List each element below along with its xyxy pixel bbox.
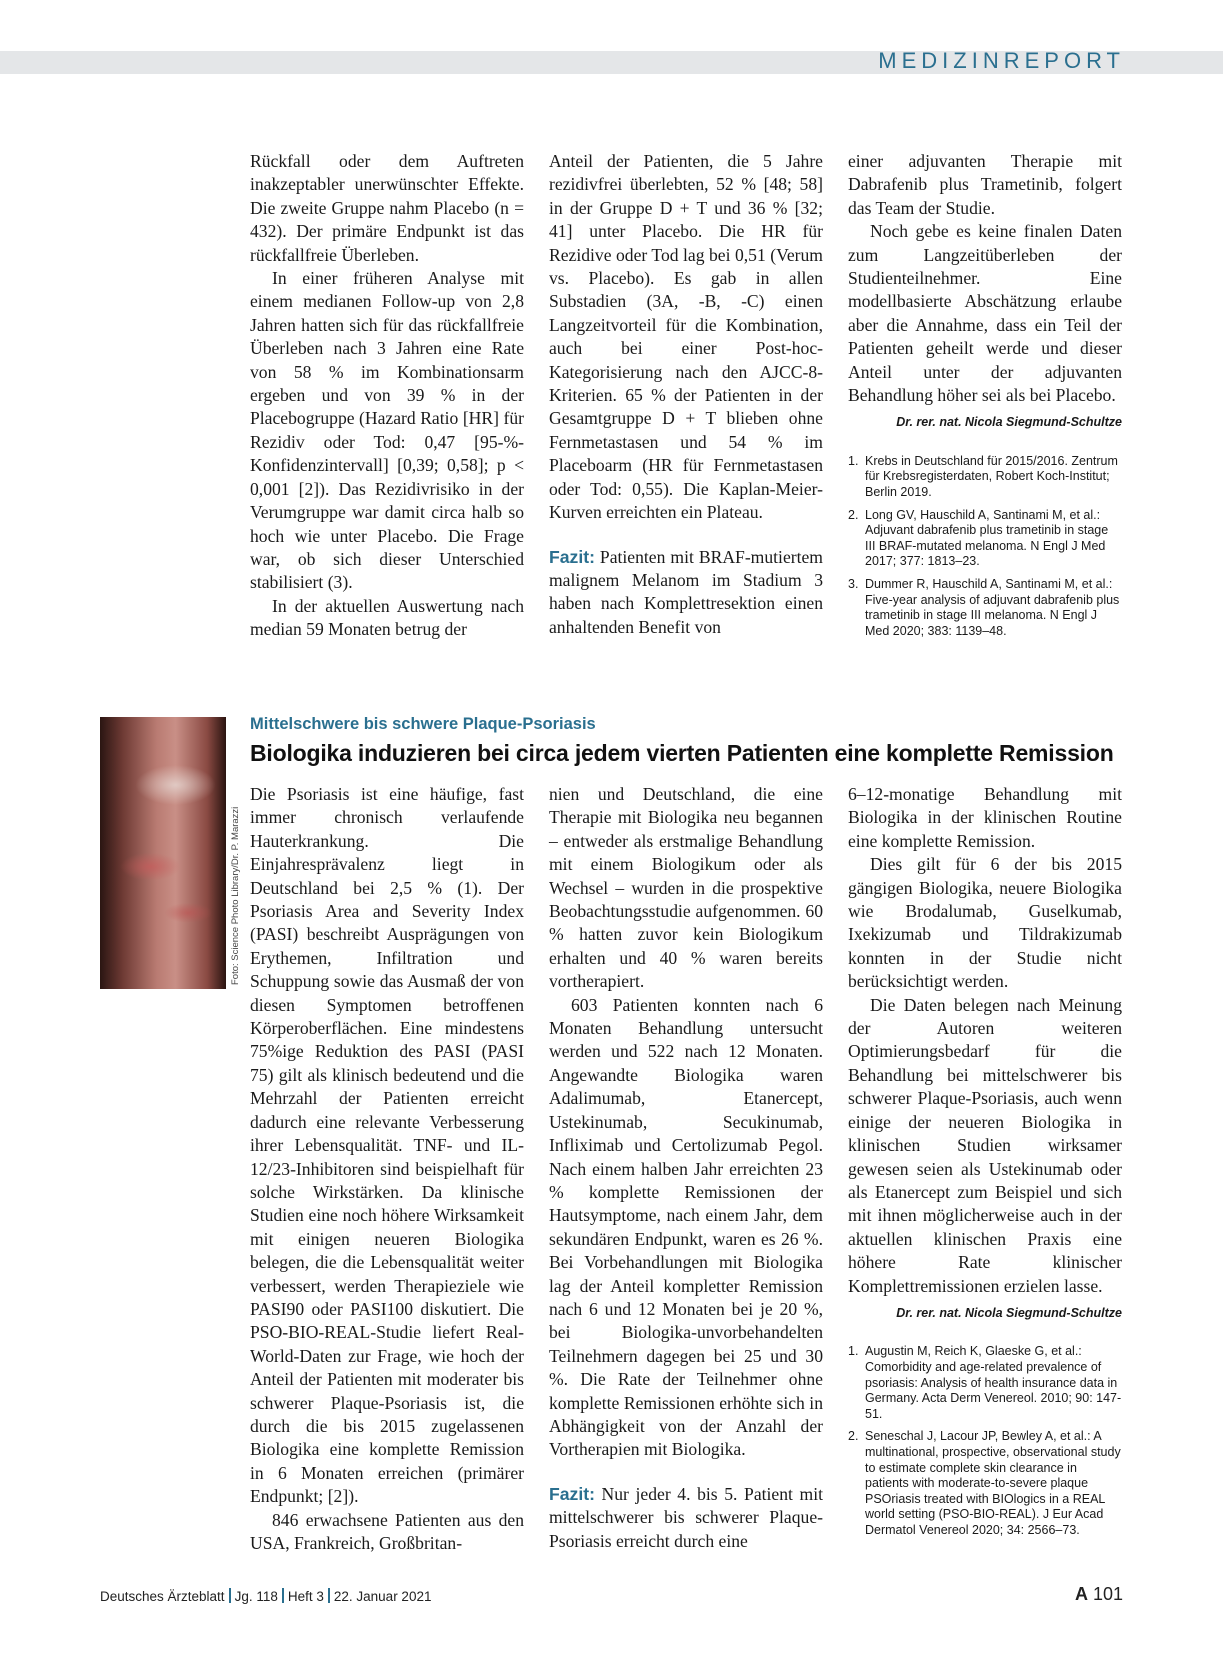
paragraph: 603 Patienten konnten nach 6 Monaten Behandlung untersucht werden und 522 nach 12 Monaten. Angewandte Biologika waren Adalimumab, Etanercept, Ustekinumab, Secukinumab, Infliximab und Certolizumab Pegol. Nach einem halben Jahr erreichten 23 % komplette Remissionen der Hautsymptome, nach einem Jahr, dem sekundären Endpunkt, waren es 26 %. Bei Vorbehandlungen mit Biologika lag der Anteil kompletter Remission nach 6 und 12 Monaten bei je 20 %, bei Biologika-unvorbehandelten Teilnehmern dagegen bei 25 und 30 %. Die Rate der Teilnehmer ohne komplette Remissionen erhöhte sich in Abhängigkeit von der Anzahl der Vortherapien mit Biologika.	[549, 994, 823, 1460]
section-label: MEDIZINREPORT	[878, 48, 1125, 73]
page-number-value: 101	[1092, 1584, 1123, 1604]
separator	[328, 1588, 330, 1603]
issue: Heft 3	[287, 1589, 324, 1604]
journal-name: Deutsches Ärzteblatt	[100, 1589, 225, 1604]
paragraph: In der aktuellen Auswertung nach median 59 Monaten betrug der	[250, 595, 524, 640]
paragraph: 846 erwachsene Patienten aus den USA, Frankreich, Großbritan-	[250, 1509, 524, 1553]
author-byline: Dr. rer. nat. Nicola Siegmund-Schultze	[896, 415, 1122, 430]
separator	[229, 1588, 231, 1603]
reference-number: 2.	[848, 507, 859, 522]
reference-item	[848, 508, 1122, 570]
top-article-column-3	[848, 150, 1122, 646]
references-list	[848, 454, 1122, 640]
paragraph: Rückfall oder dem Auftreten inakzeptabler unerwünschter Effekte. Die zweite Gruppe nahm Placebo (n = 432). Der primäre Endpunkt ist das rückfallfreie Überleben.	[250, 151, 524, 265]
top-article-column-2	[549, 150, 823, 639]
fazit-paragraph	[549, 1483, 823, 1553]
article-kicker: Mittelschwere bis schwere Plaque-Psoriasis	[250, 715, 596, 733]
reference-item	[848, 1344, 1122, 1422]
paragraph: Anteil der Patienten, die 5 Jahre rezidivfrei überlebten, 52 % [48; 58] in der Gruppe D + T und 36 % [32; 41] unter Placebo. Die HR für Rezidive oder Tod lag bei 0,51 (Verum vs. Placebo). Es gab in allen Substadien (3A, -B, -C) einen Langzeitvorteil für die Kombination, auch bei einer Post-hoc-Kategorisierung nach den AJCC-8-Kriterien. 65 % der Patienten in der Gesamtgruppe D + T blieben ohne Fernmetastasen und 54 % im Placeboarm (HR für Fernmetastasen oder Tod: 0,55). Die Kaplan-Meier-Kurven erreichten ein Plateau.	[549, 151, 823, 523]
reference-item	[848, 454, 1122, 501]
paragraph: Die Daten belegen nach Meinung der Autoren weiteren Optimierungsbedarf für die Behandlung bei mittelschwerer bis schwerer Plaque-Psoriasis, auch wenn einige der neueren Biologika in klinischen Studien wirksamer gewesen seien als Ustekinumab oder als Etanercept zum Beispiel und sich mit ihnen möglicherweise auch in der aktuellen klinischen Praxis eine höhere Rate klinischer Komplettremissionen erzielen lasse.	[848, 994, 1122, 1296]
paragraph: In einer früheren Analyse mit einem medianen Follow-up von 2,8 Jahren hatten sich für das rückfallfreie Überleben nach 3 Jahren eine Rate von 58 % im Kombinationsarm ergeben und von 39 % in der Placebogruppe (Hazard Ratio [HR] für Rezidiv oder Tod: 0,47 [95-%-Konfidenzintervall] [0,39; 0,58]; p < 0,001 [2]). Das Rezidivrisiko in der Verumgruppe war damit circa halb so hoch wie unter Placebo. Die Frage war, ob sich dieser Unterschied stabilisiert (3).	[250, 268, 524, 593]
bottom-article-column-1	[250, 783, 524, 1555]
footer-citation	[100, 1588, 431, 1604]
fazit-text: Patienten mit BRAF-mutiertem malignem Melanom im Stadium 3 haben nach Komplettresektion einen anhaltenden Benefit von	[549, 546, 823, 637]
issue-date: 22. Januar 2021	[333, 1589, 432, 1604]
paragraph: Dies gilt für 6 der bis 2015 gängigen Biologika, neuere Biologika wie Brodalumab, Guselkumab, Ixekizumab und Tildrakizumab konnten in der Studie nicht berücksichtigt werden.	[848, 854, 1122, 992]
bottom-article-column-2	[549, 783, 823, 1553]
reference-text: Long GV, Hauschild A, Santinami M, et al.: Adjuvant dabrafenib plus trametinib in stage III BRAF-mutated melanoma. N Engl J Med 2017; 377: 1813–23.	[865, 507, 1109, 569]
reference-text: Dummer R, Hauschild A, Santinami M, et al.: Five-year analysis of adjuvant dabrafenib plus trametinib in stage III melanoma. N Engl J Med 2020; 383: 1139–48.	[865, 577, 1120, 638]
reference-number: 1.	[848, 1344, 859, 1359]
reference-text: Augustin M, Reich K, Glaeske G, et al.: Comorbidity and age-related prevalence of psoriasis: Analysis of health insurance data in Germany. Acta Derm Venereol. 2010; 90: 147-51.	[865, 1344, 1122, 1421]
reference-text: Seneschal J, Lacour JP, Bewley A, et al.: A multinational, prospective, observational study to estimate complete skin clearance in patients with moderate-to-severe plaque PSOriasis treated with BIOlogics in a REAL world setting (PSO-BIO-REAL). J Eur Acad Dermatol Venereol 2020; 34: 2566–73.	[865, 1429, 1121, 1537]
paragraph: 6–12-monatige Behandlung mit Biologika in der klinischen Routine eine komplette Remission.	[848, 784, 1122, 851]
top-article-column-1	[250, 150, 524, 642]
fazit-label: Fazit:	[549, 546, 595, 567]
paragraph: Die Psoriasis ist eine häufige, fast immer chronisch verlaufende Hauterkrankung. Die Einjahresprävalenz liegt in Deutschland bei 2,5 % (1). Der Psoriasis Area and Severity Index (PASI) beschreibt Ausprägungen von Erythemen, Infiltration und Schuppung sowie das Ausmaß der von diesen Symptomen betroffenen Körperoberflächen. Eine mindestens 75%ige Reduktion des PASI (PASI 75) gilt als klinisch bedeutend und die Mehrzahl der Patienten erreicht dadurch eine relevante Verbesserung ihrer Lebensqualität. TNF- und IL-12/23-Inhibitoren sind beispielhaft für solche Wirkstärken. Da klinische Studien eine noch höhere Wirksamkeit mit einigen neueren Biologika belegen, die die Lebensqualität weiter verbessert, werden Therapieziele wie PASI90 oder PASI100 diskutiert. Die PSO-BIO-REAL-Studie liefert Real-World-Daten zur Frage, wie hoch der Anteil der Patienten mit moderater bis schwerer Plaque-Psoriasis ist, die durch die bis 2015 zugelassenen Biologika eine komplette Remission in 6 Monaten erreichen (primärer Endpunkt; [2]).	[250, 784, 524, 1507]
reference-number: 3.	[848, 577, 859, 592]
paragraph: einer adjuvanten Therapie mit Dabrafenib plus Trametinib, folgert das Team der Studie.	[848, 151, 1122, 218]
reference-item	[848, 577, 1122, 639]
volume: Jg. 118	[234, 1589, 278, 1604]
page-prefix: A	[1074, 1584, 1088, 1604]
paragraph: nien und Deutschland, die eine Therapie mit Biologika neu begannen – entweder als erstmalige Behandlung mit einem Biologikum oder als Wechsel – wurden in die prospektive Beobachtungsstudie aufgenommen. 60 % hatten zuvor kein Biologikum erhalten und 40 % waren bereits vortherapiert.	[549, 784, 823, 992]
reference-number: 2.	[848, 1429, 859, 1444]
reference-text: Krebs in Deutschland für 2015/2016. Zentrum für Krebsregisterdaten, Robert Koch-Institut; Berlin 2019.	[865, 453, 1118, 500]
fazit-paragraph	[549, 546, 823, 640]
paragraph: Noch gebe es keine finalen Daten zum Langzeitüberleben der Studienteilnehmer. Eine modellbasierte Abschätzung erlaube aber die Annahme, dass ein Teil der Patienten geheilt werde und dieser Anteil unter der adjuvanten Behandlung höher sei als bei Placebo.	[848, 221, 1122, 406]
page-number	[1075, 1584, 1123, 1605]
separator	[282, 1588, 284, 1603]
references-list	[848, 1344, 1122, 1538]
article-headline: Biologika induzieren bei circa jedem vierten Patienten eine komplette Remission	[250, 740, 1114, 766]
photo-credit: Foto: Science Photo Library/Dr. P. Marazzi	[230, 806, 241, 985]
fazit-label: Fazit:	[549, 1483, 595, 1504]
psoriasis-photo	[100, 717, 226, 989]
author-byline: Dr. rer. nat. Nicola Siegmund-Schultze	[896, 1305, 1122, 1320]
reference-item	[848, 1429, 1122, 1538]
fazit-text: Nur jeder 4. bis 5. Patient mit mittelschwerer bis schwerer Plaque-Psoriasis erreicht durch eine	[549, 1483, 823, 1551]
bottom-article-column-3	[848, 783, 1122, 1545]
reference-number: 1.	[848, 453, 859, 468]
